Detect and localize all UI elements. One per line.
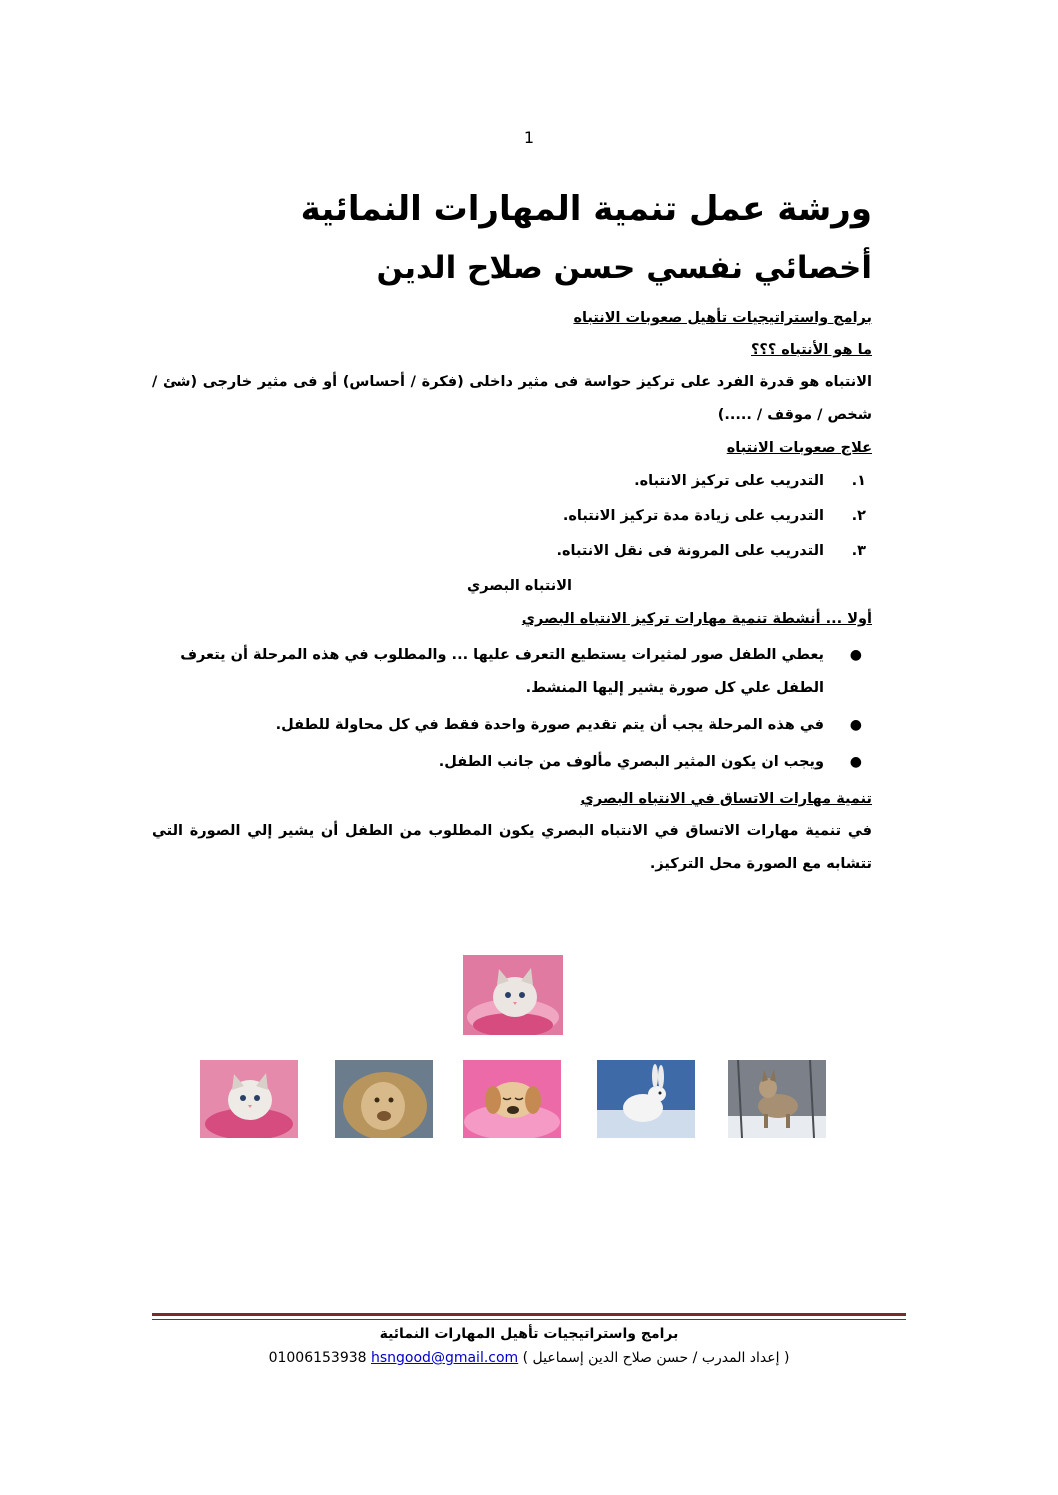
treatment-steps xyxy=(152,464,872,569)
list-item: ٣. التدريب على المرونة فى نقل الانتباه. xyxy=(556,543,866,559)
rabbit-image[interactable] xyxy=(597,1060,695,1138)
list-item: ● يعطي الطفل صور لمثيرات يستطيع التعرف عليها ... والمطلوب في هذه المرحلة أن يتعرف الطفل علي كل صورة يشير إليها المنشط. xyxy=(152,639,824,705)
question-heading: ما هو الأنتباه ؟؟؟ xyxy=(751,342,872,358)
activities-heading: أولا ... أنشطة تنمية مهارات تركيز الانتباه البصري xyxy=(521,611,872,627)
definition-paragraph: الانتباه هو قدرة الفرد على تركيز حواسة فى مثير داخلى (فكرة / أحساس) أو فى مثير خارجى (شئ / شخص / موقف / .....) xyxy=(152,374,872,423)
bullet-icon: ● xyxy=(849,754,862,770)
footer-program-title: برامج واستراتيجيات تأهيل المهارات النمائية xyxy=(379,1326,679,1342)
footer-divider xyxy=(152,1319,906,1320)
activities-list xyxy=(152,639,872,779)
page-number: 1 xyxy=(523,128,535,147)
footer-divider xyxy=(152,1313,906,1316)
consistency-heading: تنمية مهارات الاتساق في الانتباه البصري xyxy=(580,791,872,807)
treatment-heading: علاج صعوبات الانتباه xyxy=(726,440,872,456)
bullet-icon: ● xyxy=(849,717,862,733)
kitten-image[interactable] xyxy=(200,1060,298,1138)
footer-phone: 01006153938 xyxy=(268,1350,367,1366)
options-row xyxy=(200,1060,800,1140)
footer-prepared-by: ( إعداد المدرب / حسن صلاح الدين إسماعيل ) xyxy=(522,1350,790,1366)
author-name: أخصائي نفسي حسن صلاح الدين xyxy=(376,250,872,286)
bullet-icon: ● xyxy=(849,647,862,663)
puppy-image[interactable] xyxy=(463,1060,561,1138)
consistency-paragraph: في تنمية مهارات الاتساق في الانتباه البصري يكون المطلوب من الطفل أن يشير إلي الصورة التي تتشابه مع الصورة محل التركيز. xyxy=(152,823,872,872)
page-title: ورشة عمل تنمية المهارات النمائية xyxy=(300,189,872,229)
visual-attention-label: الانتباه البصري xyxy=(466,578,572,594)
lion-image[interactable] xyxy=(335,1060,433,1138)
section-heading: برامج واستراتيجيات تأهيل صعوبات الانتباه xyxy=(573,310,872,326)
coyote-image[interactable] xyxy=(728,1060,826,1138)
list-item: ● في هذه المرحلة يجب أن يتم تقديم صورة واحدة فقط في كل محاولة للطفل. xyxy=(152,709,824,742)
list-item: ٢. التدريب على زيادة مدة تركيز الانتباه. xyxy=(562,508,866,524)
list-item: ● ويجب ان يكون المثير البصري مألوف من جانب الطفل. xyxy=(152,746,824,779)
footer-contact xyxy=(152,1350,906,1366)
footer-email-link[interactable]: hsngood@gmail.com xyxy=(371,1350,519,1366)
list-item: ١. التدريب على تركيز الانتباه. xyxy=(634,473,866,489)
document-body xyxy=(152,178,872,881)
kitten-image[interactable] xyxy=(463,955,563,1035)
